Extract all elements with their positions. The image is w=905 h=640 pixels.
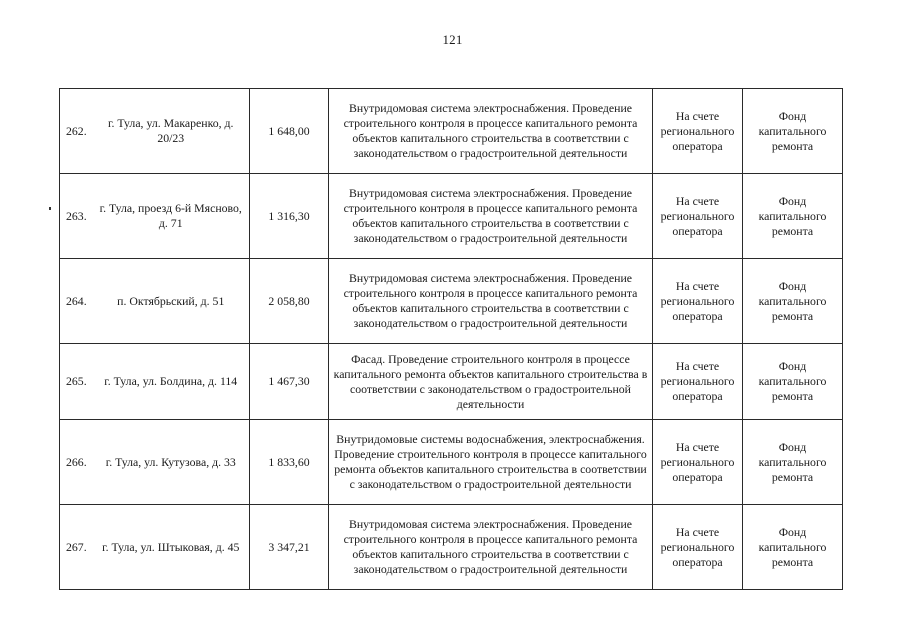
row-cost: 3 347,21 [250,505,329,590]
row-address: п. Октябрьский, д. 51 [93,259,250,344]
row-account: На счете регионального оператора [653,174,743,259]
row-cost: 1 833,60 [250,420,329,505]
row-work-description: Фасад. Проведение строительного контроля в процессе капитального ремонта объектов капитального строительства в соответствии с законодательством о градостроительной деятельности [329,344,653,420]
row-funding-source: Фонд капитального ремонта [743,344,843,420]
row-funding-source: Фонд капитального ремонта [743,259,843,344]
row-funding-source: Фонд капитального ремонта [743,420,843,505]
row-number: 263. [60,174,93,259]
row-cost: 1 648,00 [250,89,329,174]
row-number: 267. [60,505,93,590]
table-row [60,344,843,420]
table-row [60,259,843,344]
table-row [60,505,843,590]
row-address: г. Тула, ул. Штыковая, д. 45 [93,505,250,590]
row-number: 266. [60,420,93,505]
row-funding-source: Фонд капитального ремонта [743,174,843,259]
row-address: г. Тула, ул. Кутузова, д. 33 [93,420,250,505]
page-number: 121 [442,32,463,47]
row-funding-source: Фонд капитального ремонта [743,89,843,174]
row-work-description: Внутридомовые системы водоснабжения, электроснабжения. Проведение строительного контроля в процессе капитального ремонта объектов капитального строительства в соответствии с законодательством о градостроительной деятельности [329,420,653,505]
row-cost: 1 467,30 [250,344,329,420]
row-work-description: Внутридомовая система электроснабжения. Проведение строительного контроля в процессе капитального ремонта объектов капитального строительства в соответствии с законодательством о градостроительной деятельности [329,505,653,590]
row-number: 264. [60,259,93,344]
row-account: На счете регионального оператора [653,420,743,505]
row-address: г. Тула, ул. Болдина, д. 114 [93,344,250,420]
row-number: 262. [60,89,93,174]
row-address: г. Тула, ул. Макаренко, д. 20/23 [93,89,250,174]
row-work-description: Внутридомовая система электроснабжения. Проведение строительного контроля в процессе капитального ремонта объектов капитального строительства в соответствии с законодательством о градостроительной деятельности [329,89,653,174]
table-row [60,89,843,174]
table-row [60,174,843,259]
row-cost: 2 058,80 [250,259,329,344]
row-funding-source: Фонд капитального ремонта [743,505,843,590]
row-account: На счете регионального оператора [653,89,743,174]
row-work-description: Внутридомовая система электроснабжения. Проведение строительного контроля в процессе капитального ремонта объектов капитального строительства в соответствии с законодательством о градостроительной деятельности [329,174,653,259]
row-account: На счете регионального оператора [653,344,743,420]
row-address: г. Тула, проезд 6-й Мясново, д. 71 [93,174,250,259]
row-number: 265. [60,344,93,420]
table-row [60,420,843,505]
margin-mark [49,207,51,210]
row-account: На счете регионального оператора [653,505,743,590]
row-cost: 1 316,30 [250,174,329,259]
row-account: На счете регионального оператора [653,259,743,344]
row-work-description: Внутридомовая система электроснабжения. Проведение строительного контроля в процессе капитального ремонта объектов капитального строительства в соответствии с законодательством о градостроительной деятельности [329,259,653,344]
repair-works-table [59,88,843,590]
